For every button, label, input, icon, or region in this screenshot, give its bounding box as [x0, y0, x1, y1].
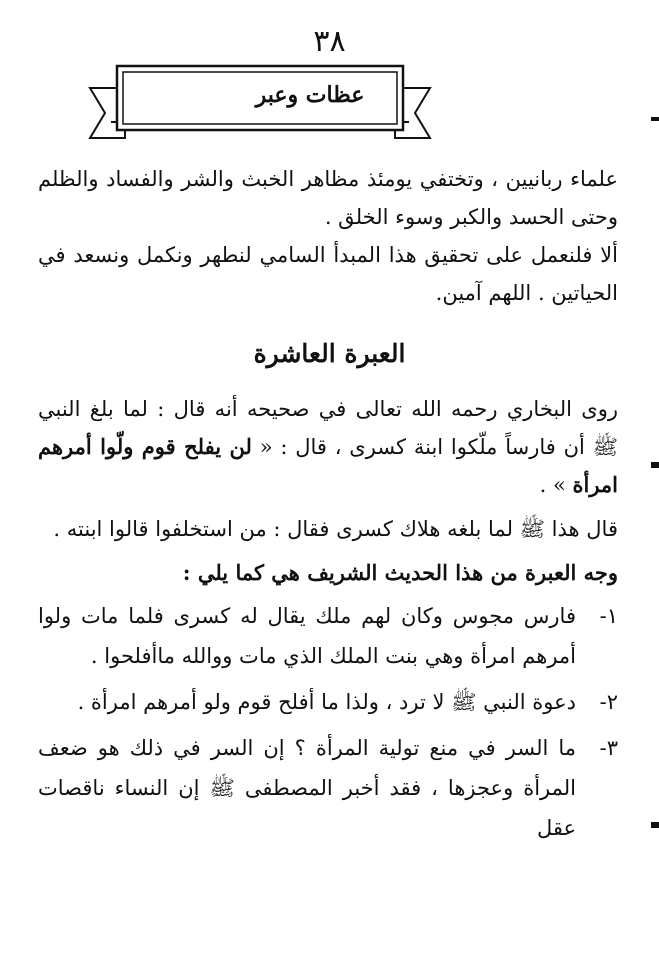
list-item — [38, 682, 618, 722]
banner-title: عظات وعبر — [255, 82, 365, 108]
hadith-quote: لن يفلح قوم ولّوا أمرهم امرأة — [38, 434, 618, 497]
item-number: ٣- — [599, 736, 618, 760]
intro-paragraph: علماء ربانيين ، وتختفي يومئذ مظاهر الخبث والشر والفساد والظلم وحتى الحسد والكبر وسوء الخلق . — [38, 167, 618, 229]
hadith-paragraph — [38, 390, 618, 504]
page-number: ٣٨ — [313, 24, 346, 59]
lesson-heading: وجه العبرة من هذا الحديث الشريف هي كما يلي : — [182, 560, 618, 585]
item-text: فارس مجوس وكان لهم ملك يقال له كسرى فلما مات ولوا أمرهم امرأة وهي بنت الملك الذي مات ووالله ماأفلحوا . — [38, 604, 576, 668]
item-text: ما السر في منع تولية المرأة ؟ إن السر في ذلك هو ضعف المرأة وعجزها ، فقد أخبر المصطفى ﷺ إن النساء ناقصات عقل — [38, 736, 576, 840]
context-paragraph: قال هذا ﷺ لما بلغه هلاك كسرى فقال : من استخلفوا قالوا ابنته . — [53, 517, 618, 541]
edge-mark — [651, 462, 659, 468]
list-item — [38, 728, 618, 848]
item-text: دعوة النبي ﷺ لا ترد ، ولذا ما أفلح قوم ولو أمرهم امرأة . — [77, 690, 576, 714]
item-number: ١- — [599, 604, 618, 628]
section-heading: العبرة العاشرة — [253, 339, 406, 368]
intro-text — [38, 160, 618, 312]
hadith-close: » . — [539, 473, 566, 497]
intro-paragraph: ألا فلنعمل على تحقيق هذا المبدأ السامي لنطهر ونكمل ونسعد في الحياتين . اللهم آمين. — [38, 243, 618, 305]
edge-mark — [651, 822, 659, 828]
section-body — [38, 390, 618, 848]
item-number: ٢- — [599, 690, 618, 714]
list-item — [38, 596, 618, 676]
edge-mark — [651, 117, 659, 121]
hadith-intro: روى البخاري رحمه الله تعالى في صحيحه أنه قال : لما بلغ النبي ﷺ أن فارساً ملّكوا ابنة كسرى ، قال : « — [38, 397, 618, 459]
